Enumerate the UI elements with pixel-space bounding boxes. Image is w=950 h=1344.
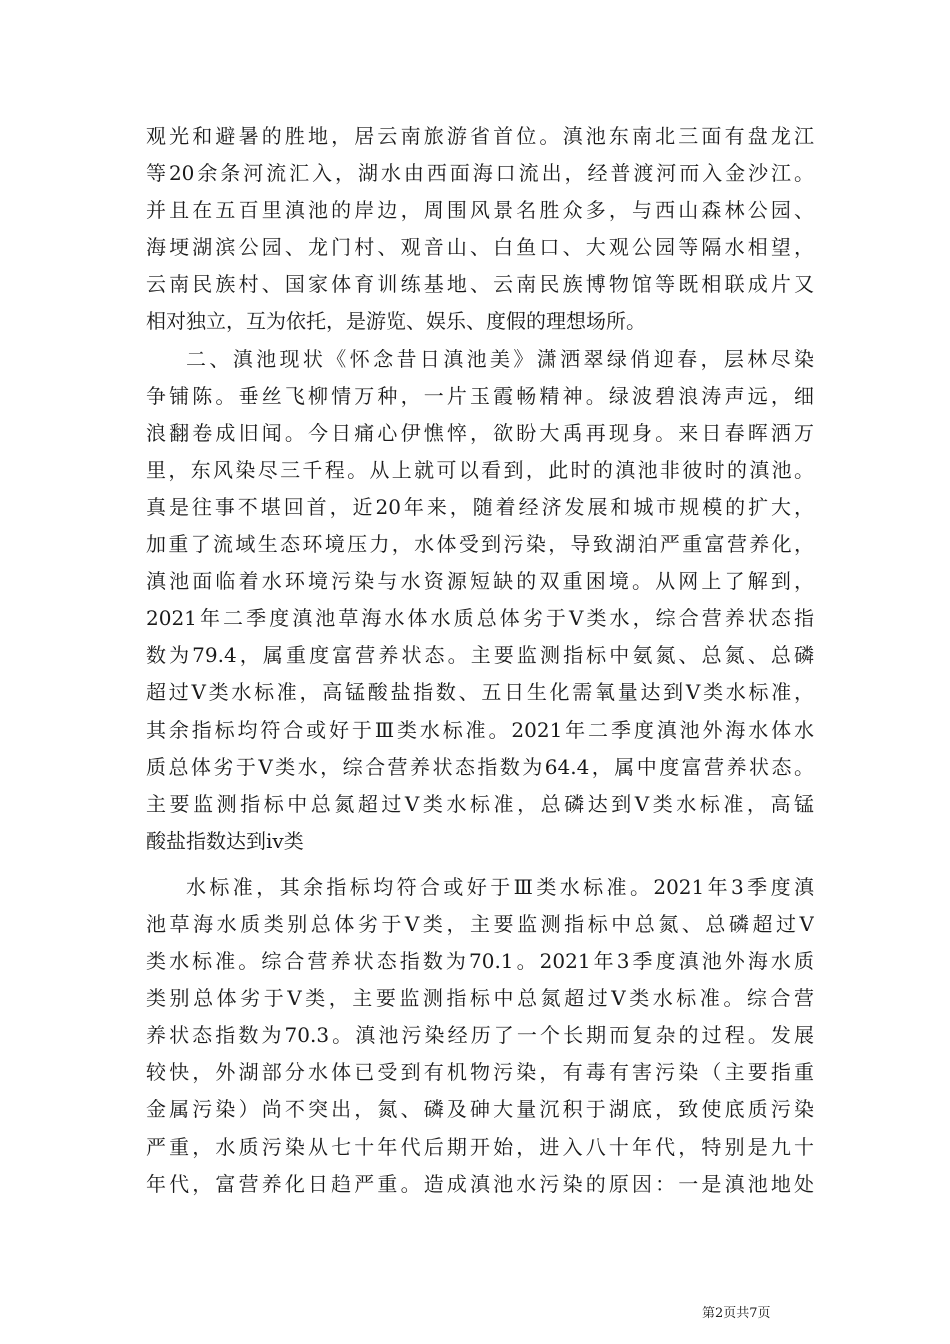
text-line: 年代，富营养化日趋严重。造成滇池水污染的原因：一是滇池地处 — [146, 1171, 814, 1196]
text-line: 云南民族村、国家体育训练基地、云南民族博物馆等既相联成片又 — [146, 272, 814, 297]
text-line: 其余指标均符合或好于Ⅲ类水标准。2021年二季度滇池外海水体水 — [146, 717, 814, 742]
text-line: 较快，外湖部分水体已受到有机物污染，有毒有害污染（主要指重 — [146, 1060, 814, 1085]
text-line: 主要监测指标中总氮超过Ⅴ类水标准，总磷达到Ⅴ类水标准，高锰 — [146, 791, 814, 816]
text-line: 加重了流域生态环境压力，水体受到污染，导致湖泊严重富营养化， — [146, 532, 814, 557]
text-line: 养状态指数为70.3。滇池污染经历了一个长期而复杂的过程。发展 — [146, 1023, 814, 1048]
text-line: 金属污染）尚不突出，氮、磷及砷大量沉积于湖底，致使底质污染 — [146, 1097, 814, 1122]
text-line: 海埂湖滨公园、龙门村、观音山、白鱼口、大观公园等隔水相望， — [146, 235, 814, 260]
text-line: 超过Ⅴ类水标准，高锰酸盐指数、五日生化需氧量达到Ⅴ类水标准， — [146, 680, 814, 705]
text-line: 类水标准。综合营养状态指数为70.1。2021年3季度滇池外海水质 — [146, 949, 814, 974]
page-number: 第2页共7页 — [702, 1306, 771, 1321]
paragraph-3 — [146, 869, 814, 1203]
text-line: 争铺陈。垂丝飞柳情万种，一片玉霞畅精神。绿波碧浪涛声远，细 — [146, 383, 814, 408]
text-line: 真是往事不堪回首，近20年来，随着经济发展和城市规模的扩大， — [146, 494, 814, 519]
text-line: 观光和避暑的胜地，居云南旅游省首位。滇池东南北三面有盘龙江 — [146, 124, 814, 148]
text-line: 数为79.4，属重度富营养状态。主要监测指标中氨氮、总氮、总磷 — [146, 643, 814, 668]
text-line: 水标准，其余指标均符合或好于Ⅲ类水标准。2021年3季度滇 — [186, 874, 814, 899]
text-line: 二、滇池现状《怀念昔日滇池美》潇洒翠绿俏迎春，层林尽染 — [186, 346, 814, 371]
text-line: 池草海水质类别总体劣于Ⅴ类，主要监测指标中总氮、总磷超过Ⅴ — [146, 911, 814, 936]
text-line: 相对独立，互为依托，是游览、娱乐、度假的理想场所。 — [146, 309, 646, 334]
text-line: 类别总体劣于Ⅴ类，主要监测指标中总氮超过Ⅴ类水标准。综合营 — [146, 986, 814, 1011]
text-line: 质总体劣于Ⅴ类水，综合营养状态指数为64.4，属中度富营养状态。 — [146, 754, 814, 779]
text-line: 里，东风染尽三千程。从上就可以看到，此时的滇池非彼时的滇池。 — [146, 457, 814, 482]
text-line: 酸盐指数达到ⅳ类 — [146, 828, 304, 853]
paragraph-2 — [146, 341, 814, 860]
text-line: 并且在五百里滇池的岸边，周围风景名胜众多，与西山森林公园、 — [146, 198, 814, 223]
paragraph-1 — [146, 118, 814, 341]
text-line: 严重，水质污染从七十年代后期开始，进入八十年代，特别是九十 — [146, 1134, 814, 1159]
text-line: 2021年二季度滇池草海水体水质总体劣于Ⅴ类水，综合营养状态指 — [146, 606, 814, 631]
text-line: 等20余条河流汇入，湖水由西面海口流出，经普渡河而入金沙江。 — [146, 161, 814, 186]
document-body — [146, 118, 814, 1203]
text-line: 浪翻卷成旧闻。今日痛心伊憔悴，欲盼大禹再现身。来日春晖洒万 — [146, 420, 814, 445]
text-line: 滇池面临着水环境污染与水资源短缺的双重困境。从网上了解到， — [146, 569, 814, 594]
